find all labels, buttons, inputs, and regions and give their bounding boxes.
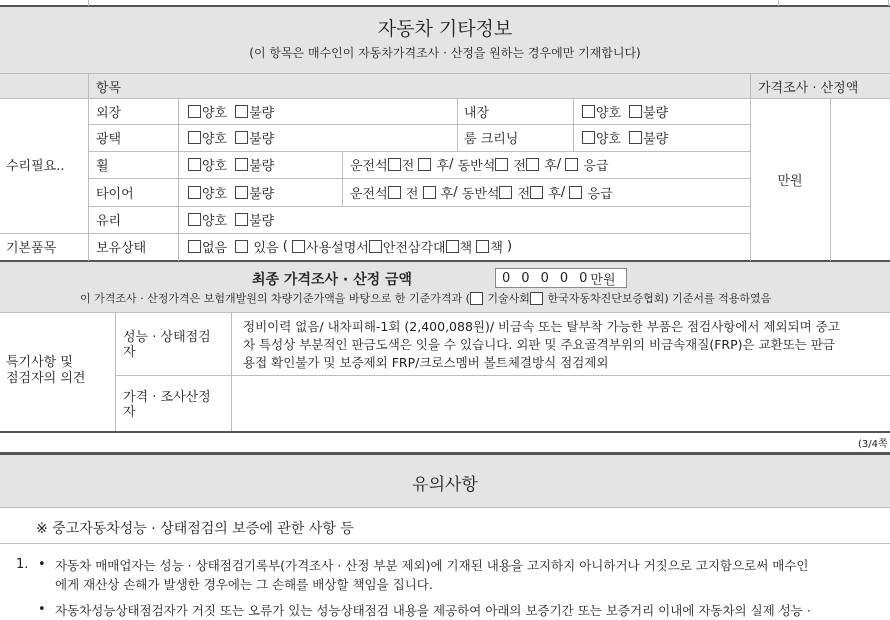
room-cleaning-bad-checkbox[interactable] (629, 131, 642, 144)
exterior-label: 외장 (96, 105, 122, 121)
interior-bad-checkbox[interactable] (629, 105, 642, 118)
basic-have-checkbox[interactable] (235, 240, 248, 253)
wheel-passenger-front-checkbox[interactable] (495, 158, 508, 171)
price-inspector-label: 가격 · 조사산정 자 (123, 390, 211, 420)
glass-label: 유리 (96, 214, 122, 229)
holding-status-options: 없음 있음 ( 사용설명서 안전삼각대 책 책 ) (188, 233, 512, 260)
basic-none-checkbox[interactable] (188, 240, 201, 253)
bullet: • (38, 602, 46, 617)
manual-count-box[interactable] (446, 240, 459, 253)
tire-seat-options: 운전석 전 후 / 동반석 전 후 / 응급 (350, 184, 613, 202)
bullet: • (38, 557, 46, 572)
wheel-driver-front-checkbox[interactable] (388, 158, 401, 171)
final-price-title: 최종 가격조사 · 산정 금액 (252, 272, 413, 288)
exterior-bad-checkbox[interactable] (235, 105, 248, 118)
section-subtitle: (이 항목은 매수인이 자동차가격조사 · 산정을 원하는 경우에만 기재합니다) (249, 46, 641, 60)
notice-item-1: 자동차 매매업자는 성능 · 상태점검기록부(가격조사 · 산정 부분 제외)에 기재된 내용을 고지하지 아니하거나 거짓으로 고지함으로써 매수인 에게 재산상 손해가 발생한 경우에는 그 손해를 배상할 책임을 집니다. (55, 558, 809, 592)
header-item: 항목 (96, 80, 122, 96)
gloss-label: 광택 (96, 132, 122, 147)
repair-needed-label: 수리필요.. (6, 159, 65, 174)
final-digit[interactable]: 0 (540, 270, 549, 286)
tire-passenger-front-checkbox[interactable] (499, 186, 512, 199)
wheel-label: 휠 (96, 159, 109, 174)
final-digit[interactable]: 0 (521, 270, 530, 286)
tire-driver-front-checkbox[interactable] (388, 186, 401, 199)
holding-status-label: 보유상태 (96, 241, 147, 256)
gloss-good-checkbox[interactable] (188, 131, 201, 144)
notice-title: 유의사항 (412, 475, 478, 495)
wheel-emergency-checkbox[interactable] (565, 158, 578, 171)
perf-inspector-text: 정비이력 없음/ 내차피해-1회 (2,400,088원)/ 비금속 또는 탈부착 가능한 부품은 점검사항에서 제외되며 중고 차 특성상 부분적인 판금도색은 잇을 수 있습니다. 외판 및 주요골격부위의 비금속재질(FRP)은 교환또는 판금 용접 확인불가 및 보증제외 FRP/크로스멤버 볼트체결방식 점검제외 (243, 319, 840, 370)
glass-bad-checkbox[interactable] (235, 213, 248, 226)
header-price: 가격조사 · 산정액 (758, 80, 859, 96)
tire-bad-checkbox[interactable] (235, 186, 248, 199)
notice-subtitle: ※ 중고자동차성능 · 상태점검의 보증에 관한 사항 등 (36, 521, 354, 537)
notice-item-2: 자동차성능상태점검자가 거짓 또는 오류가 있는 성능상태점검 내용을 제공하여 아래의 보증기간 또는 보증거리 이내에 자동차의 실제 성능 · (55, 603, 811, 618)
price-unit: 만원 (777, 173, 803, 189)
section-title: 자동차 기타정보 (377, 18, 513, 40)
opinion-label: 특기사항 및 점검자의 의견 (6, 355, 86, 386)
tech-society-checkbox[interactable] (470, 292, 483, 305)
final-digit[interactable]: 0 (559, 270, 569, 286)
tire-good-checkbox[interactable] (188, 186, 201, 199)
exterior-good-checkbox[interactable] (188, 105, 201, 118)
perf-inspector-label: 성능 · 상태점검 자 (123, 330, 211, 360)
wheel-seat-options: 운전석 전 후 / 동반석 전 후 / 응급 (350, 157, 609, 174)
interior-label: 내장 (464, 105, 490, 121)
final-price-note: 이 가격조사 · 산정가격은 보험개발원의 차량기준가액을 바탕으로 한 기준가격과 ( 기술사회 한국자동차진단보증협회 ) 기준서를 적용하였음 (80, 292, 772, 305)
notice-item-number: 1. (16, 557, 29, 572)
tire-passenger-rear-checkbox[interactable] (530, 186, 543, 199)
tire-label: 타이어 (96, 186, 134, 202)
glass-good-checkbox[interactable] (188, 213, 201, 226)
final-digit[interactable]: 0 (579, 270, 588, 286)
tire-driver-rear-checkbox[interactable] (423, 186, 436, 199)
wheel-good-checkbox[interactable] (188, 158, 201, 171)
final-digit[interactable]: 0 (502, 270, 511, 286)
room-cleaning-good-checkbox[interactable] (582, 131, 595, 144)
final-unit: 만원 (590, 272, 616, 288)
basic-items-label: 기본품목 (6, 241, 57, 256)
manual-checkbox[interactable] (292, 240, 305, 253)
triangle-checkbox[interactable] (369, 240, 382, 253)
triangle-count-box[interactable] (476, 240, 489, 253)
wheel-bad-checkbox[interactable] (235, 158, 248, 171)
diagnosis-assoc-checkbox[interactable] (530, 292, 543, 305)
gloss-bad-checkbox[interactable] (235, 131, 248, 144)
page-number: (3/4쪽 (858, 439, 888, 450)
final-price-box (495, 268, 627, 288)
wheel-driver-rear-checkbox[interactable] (418, 158, 431, 171)
wheel-passenger-rear-checkbox[interactable] (526, 158, 539, 171)
tire-emergency-checkbox[interactable] (569, 186, 582, 199)
interior-good-checkbox[interactable] (582, 105, 595, 118)
room-cleaning-label: 룸 크리닝 (464, 132, 519, 147)
